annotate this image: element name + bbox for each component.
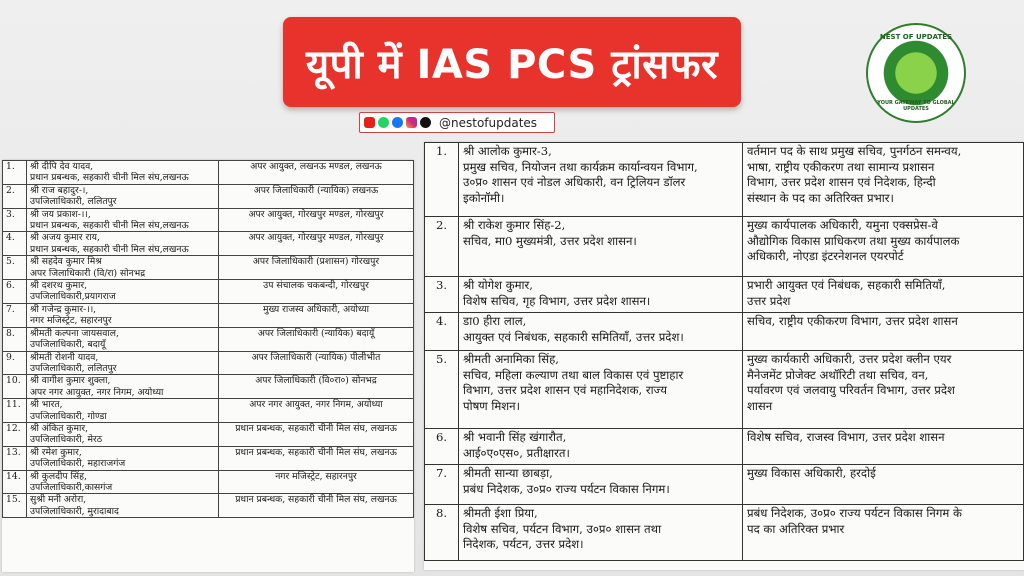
- cell-line: 1.: [6, 161, 15, 172]
- right-transfer-sheet: [424, 142, 1024, 570]
- cell-line: विभाग, उत्तर प्रदेश शासन एवं महानिदेशक, राज्य: [463, 383, 667, 398]
- officer-name-current-post: [459, 465, 743, 505]
- cell-line: 14.: [6, 470, 21, 482]
- cell-line: विशेष सचिव, गृह विभाग, उत्तर प्रदेश शासन।: [463, 293, 651, 308]
- cell-line: उत्तर प्रदेश: [747, 293, 791, 308]
- officer-name-current-post: [459, 351, 743, 429]
- new-post: [743, 505, 1024, 561]
- cell-line: उपजिलाधिकारी, गोण्डा: [30, 410, 107, 422]
- logo-text-top: NEST OF UPDATES: [879, 33, 953, 41]
- serial-number: [3, 303, 27, 327]
- table-row: [425, 465, 1024, 505]
- cell-line: डा0 हीरा लाल,: [463, 314, 527, 328]
- left-transfer-sheet: [2, 160, 414, 572]
- new-post: [743, 277, 1024, 313]
- cell-line: नगर मजिस्ट्रेट, सहारनपुर: [30, 315, 112, 327]
- new-post: [743, 465, 1024, 505]
- cell-line: उ०प्र० शासन एवं नोडल अधिकारी, वन ट्रिलियन डॉलर: [463, 175, 686, 190]
- new-post: [743, 429, 1024, 465]
- cell-line: उपजिलाधिकारी, महाराजगंज: [30, 458, 126, 470]
- table-row: [425, 313, 1024, 351]
- table-row: [3, 208, 414, 232]
- cell-line: 5.: [435, 352, 448, 366]
- serial-number: [3, 161, 27, 185]
- cell-line: सचिव, महिला कल्याण तथा बाल विकास एवं पुष्टाहार: [463, 367, 684, 382]
- cell-line: नगर मजिस्ट्रेट, सहारनपुर: [275, 470, 357, 482]
- cell-line: प्रबंध निदेशक, उ०प्र० राज्य पर्यटन विकास निगम के: [747, 506, 962, 520]
- serial-number: [425, 429, 459, 465]
- new-post: [219, 351, 414, 375]
- cell-line: उपजिलाधिकारी, ललितपुर: [30, 196, 117, 208]
- table-row: [3, 494, 414, 518]
- cell-line: उपजिलाधिकारी,कासगंज: [30, 481, 113, 493]
- serial-number: [3, 256, 27, 280]
- serial-number: [3, 208, 27, 232]
- cell-line: आई०ए०एस०, प्रतीक्षारत।: [463, 445, 570, 460]
- officer-name-current-post: [459, 313, 743, 351]
- cell-line: प्रधान प्रबन्धक, सहकारी चीनी मिल संघ,लखनऊ: [30, 172, 189, 184]
- cell-line: 1.: [435, 144, 448, 158]
- cell-line: श्रीमती कल्पना जायसवाल,: [30, 327, 119, 339]
- cell-line: संस्थान के पद का अतिरिक्त प्रभार।: [747, 190, 894, 205]
- serial-number: [425, 351, 459, 429]
- cell-line: प्रधान प्रबन्धक, सहकारी चीनी मिल संघ, लखनऊ: [235, 446, 397, 458]
- cell-line: आयुक्त एवं निबंधक, सहकारी समितियाँ, उत्तर प्रदेश।: [463, 329, 684, 344]
- serial-number: [3, 375, 27, 399]
- serial-number: [3, 351, 27, 375]
- officer-name-current-post: [459, 277, 743, 313]
- cell-line: अपर जिलाधिकारी (वि/रा) सोनभद्र: [30, 267, 146, 279]
- table-row: [425, 505, 1024, 561]
- headline-banner: [283, 17, 741, 107]
- serial-number: [3, 470, 27, 494]
- cell-line: निदेशक, पर्यटन, उत्तर प्रदेश।: [463, 537, 584, 552]
- table-row: [425, 277, 1024, 313]
- serial-number: [3, 184, 27, 208]
- whatsapp-icon: [378, 117, 389, 128]
- officer-name-current-post: [27, 494, 219, 518]
- officer-name-current-post: [27, 351, 219, 375]
- cell-line: 11.: [6, 399, 21, 411]
- cell-line: 2.: [435, 218, 448, 232]
- officer-name-current-post: [27, 375, 219, 399]
- cell-line: श्री योगेश कुमार,: [463, 278, 533, 292]
- table-row: [3, 375, 414, 399]
- new-post: [219, 446, 414, 470]
- right-transfer-table: [424, 142, 1024, 561]
- table-row: [425, 143, 1024, 217]
- table-row: [3, 399, 414, 423]
- cell-line: श्री कुलदीप सिंह,: [30, 470, 87, 482]
- cell-line: अपर आयुक्त, गोरखपुर मण्डल, गोरखपुर: [248, 208, 384, 220]
- cell-line: मुख्य राजस्व अधिकारी, अयोध्या: [262, 303, 370, 315]
- cell-line: विभाग, उत्तर प्रदेश शासन एवं निदेशक, हिन्दी: [747, 175, 936, 190]
- cell-line: 3.: [6, 208, 15, 220]
- new-post: [743, 217, 1024, 277]
- cell-line: मुख्य कार्यकारी अधिकारी, उत्तर प्रदेश क्लीन एयर: [747, 352, 952, 366]
- new-post: [219, 327, 414, 351]
- cell-line: श्री अंकित कुमार,: [30, 422, 89, 434]
- cell-line: श्री गजेन्द्र कुमार-।।,: [30, 303, 97, 315]
- cell-line: अपर जिलाधिकारी (न्यायिक) लखनऊ: [253, 184, 379, 196]
- officer-name-current-post: [459, 217, 743, 277]
- new-post: [219, 256, 414, 280]
- table-row: [3, 280, 414, 304]
- cell-line: 2.: [6, 184, 15, 196]
- cell-line: 13.: [6, 446, 21, 458]
- new-post: [219, 161, 414, 185]
- cell-line: श्रीमती सान्या छाबड़ा,: [463, 466, 553, 480]
- cell-line: मैनेजमेंट प्रोजेक्ट अथॉरिटी तथा सचिव, वन,: [747, 367, 929, 382]
- officer-name-current-post: [27, 399, 219, 423]
- cell-line: उपजिलाधिकारी, मेरठ: [30, 434, 103, 446]
- officer-name-current-post: [27, 446, 219, 470]
- serial-number: [425, 313, 459, 351]
- cell-line: 3.: [435, 278, 448, 292]
- cell-line: शासन: [747, 398, 773, 413]
- cell-line: श्री जय प्रकाश-।।,: [30, 208, 91, 220]
- cell-line: अपर जिलाधिकारी (न्यायिक) पीलीभीत: [251, 351, 381, 363]
- table-row: [3, 327, 414, 351]
- table-row: [3, 161, 414, 185]
- cell-line: 4.: [6, 232, 15, 244]
- cell-line: 6.: [435, 430, 448, 444]
- cell-line: पद का अतिरिक्त प्रभार: [747, 521, 845, 536]
- officer-name-current-post: [459, 143, 743, 217]
- table-row: [3, 184, 414, 208]
- officer-name-current-post: [27, 208, 219, 232]
- cell-line: मुख्य कार्यपालक अधिकारी, यमुना एक्सप्रेस-वे: [747, 218, 938, 232]
- officer-name-current-post: [27, 470, 219, 494]
- cell-line: उपजिलाधिकारी,प्रयागराज: [30, 291, 116, 303]
- cell-line: उपजिलाधिकारी, मुरादाबाद: [30, 505, 119, 517]
- serial-number: [3, 327, 27, 351]
- officer-name-current-post: [27, 327, 219, 351]
- cell-line: 6.: [6, 280, 15, 292]
- cell-line: पर्यावरण एवं जलवायु परिवर्तन विभाग, उत्तर प्रदेश: [747, 383, 955, 398]
- cell-line: प्रधान प्रबन्धक, सहकारी चीनी मिल संघ,लखनऊ: [30, 220, 189, 232]
- officer-name-current-post: [27, 184, 219, 208]
- serial-number: [425, 465, 459, 505]
- cell-line: 9.: [6, 351, 15, 363]
- cell-line: प्रधान प्रबन्धक, सहकारी चीनी मिल संघ,लखनऊ: [30, 243, 189, 255]
- new-post: [219, 399, 414, 423]
- cell-line: 4.: [435, 314, 448, 328]
- serial-number: [3, 232, 27, 256]
- cell-line: श्रीमती अनामिका सिंह,: [463, 352, 559, 366]
- serial-number: [3, 399, 27, 423]
- social-handle: @nestofupdates: [439, 115, 538, 130]
- cell-line: श्री दशरथ कुमार,: [30, 280, 88, 292]
- cell-line: 7.: [6, 303, 15, 315]
- cell-line: श्री आलोक कुमार-3,: [463, 144, 552, 158]
- table-row: [3, 256, 414, 280]
- cell-line: अपर आयुक्त, गोरखपुर मण्डल, गोरखपुर: [248, 232, 384, 244]
- cell-line: अपर जिलाधिकारी (वि०रा०) सोनभद्र: [255, 375, 377, 387]
- cell-line: उपजिलाधिकारी, बदायूँ: [30, 339, 106, 351]
- serial-number: [425, 217, 459, 277]
- new-post: [219, 208, 414, 232]
- cell-line: 15.: [6, 494, 21, 506]
- table-row: [3, 470, 414, 494]
- officer-name-current-post: [27, 303, 219, 327]
- cell-line: श्री भारत,: [30, 399, 63, 411]
- logo-text-bottom: YOUR GATEWAY TO GLOBAL UPDATES: [877, 100, 955, 112]
- officer-name-current-post: [27, 280, 219, 304]
- cell-line: भाषा, राष्ट्रीय एकीकरण तथा सामान्य प्रशासन: [747, 159, 935, 174]
- cell-line: 8.: [435, 506, 448, 520]
- cell-line: 10.: [6, 375, 21, 387]
- cell-line: अपर जिलाधिकारी (प्रशासन) गोरखपुर: [252, 256, 380, 268]
- cell-line: विशेष सचिव, पर्यटन विभाग, उ०प्र० शासन तथा: [463, 521, 662, 536]
- table-row: [425, 217, 1024, 277]
- new-post: [743, 313, 1024, 351]
- new-post: [219, 303, 414, 327]
- cell-line: श्री भवानी सिंह खंगारौत,: [463, 430, 567, 444]
- cell-line: वर्तमान पद के साथ प्रमुख सचिव, पुनर्गठन समन्वय,: [747, 144, 962, 158]
- cell-line: प्रभारी आयुक्त एवं निबंधक, सहकारी समितियाँ,: [747, 278, 946, 292]
- cell-line: सचिव, राष्ट्रीय एकीकरण विभाग, उत्तर प्रदेश शासन: [747, 314, 958, 328]
- cell-line: अपर नगर आयुक्त, नगर निगम, अयोध्या: [30, 386, 164, 398]
- serial-number: [3, 494, 27, 518]
- officer-name-current-post: [27, 161, 219, 185]
- nest-of-updates-logo: [866, 23, 966, 123]
- officer-name-current-post: [459, 429, 743, 465]
- table-row: [3, 303, 414, 327]
- serial-number: [3, 422, 27, 446]
- new-post: [743, 351, 1024, 429]
- cell-line: श्रीमती रोशनी यादव,: [30, 351, 99, 363]
- officer-name-current-post: [459, 505, 743, 561]
- officer-name-current-post: [27, 422, 219, 446]
- new-post: [219, 232, 414, 256]
- cell-line: उप संचालक चकबन्दी, गोरखपुर: [263, 280, 369, 292]
- cell-line: श्री राज बहादुर-।,: [30, 184, 89, 196]
- table-row: [3, 232, 414, 256]
- cell-line: श्री राकेश कुमार सिंह-2,: [463, 218, 566, 232]
- new-post: [743, 143, 1024, 217]
- table-row: [425, 429, 1024, 465]
- cell-line: 8.: [6, 327, 15, 339]
- x-icon: [420, 117, 431, 128]
- cell-line: श्री वागीश कुमार शुक्ला,: [30, 375, 111, 387]
- cell-line: प्रमुख सचिव, नियोजन तथा कार्यक्रम कार्यान्वयन विभाग,: [463, 159, 698, 174]
- cell-line: श्रीमती ईशा प्रिया,: [463, 506, 538, 520]
- cell-line: प्रबंध निदेशक, उ०प्र० राज्य पर्यटन विकास निगम।: [463, 481, 670, 496]
- new-post: [219, 494, 414, 518]
- serial-number: [425, 143, 459, 217]
- cell-line: उपजिलाधिकारी, ललितपुर: [30, 362, 117, 374]
- officer-name-current-post: [27, 232, 219, 256]
- cell-line: सचिव, मा0 मुख्यमंत्री, उत्तर प्रदेश शासन।: [463, 233, 637, 248]
- cell-line: औद्योगिक विकास प्राधिकरण तथा मुख्य कार्यपालक: [747, 233, 960, 248]
- cell-line: अपर जिलाधिकारी (न्यायिक) बदायूँ: [257, 327, 375, 339]
- serial-number: [3, 446, 27, 470]
- instagram-icon: [406, 117, 417, 128]
- serial-number: [3, 280, 27, 304]
- serial-number: [425, 505, 459, 561]
- cell-line: श्री दीपि देव यादव,: [30, 161, 94, 172]
- cell-line: अपर आयुक्त, लखनऊ मण्डल, लखनऊ: [250, 161, 382, 172]
- cell-line: विशेष सचिव, राजस्व विभाग, उत्तर प्रदेश शासन: [747, 430, 945, 444]
- new-post: [219, 422, 414, 446]
- new-post: [219, 184, 414, 208]
- cell-line: मुख्य विकास अधिकारी, हरदोई: [747, 466, 876, 480]
- cell-line: 12.: [6, 422, 21, 434]
- cell-line: 5.: [6, 256, 15, 268]
- table-row: [425, 351, 1024, 429]
- social-bar: [359, 112, 555, 133]
- new-post: [219, 470, 414, 494]
- cell-line: 7.: [435, 466, 448, 480]
- cell-line: सुश्री मनी अरोरा,: [30, 494, 87, 506]
- new-post: [219, 280, 414, 304]
- cell-line: अधिकारी, नोएडा इंटरनेशनल एयरपोर्ट: [747, 249, 904, 264]
- cell-line: अपर नगर आयुक्त, नगर निगम, अयोध्या: [249, 399, 383, 411]
- officer-name-current-post: [27, 256, 219, 280]
- cell-line: पोषण मिशन।: [463, 398, 521, 413]
- cell-line: श्री सहदेव कुमार मिश्र: [30, 256, 102, 268]
- new-post: [219, 375, 414, 399]
- headline-title: यूपी में IAS PCS ट्रांसफर: [305, 41, 719, 88]
- youtube-icon: [364, 117, 375, 128]
- cell-line: प्रधान प्रबन्धक, सहकारी चीनी मिल संघ, लखनऊ: [235, 494, 397, 506]
- cell-line: इकोनॉमी।: [463, 190, 505, 205]
- facebook-icon: [392, 117, 403, 128]
- cell-line: प्रधान प्रबन्धक, सहकारी चीनी मिल संघ, लखनऊ: [235, 422, 397, 434]
- left-transfer-table: [2, 160, 414, 518]
- table-row: [3, 351, 414, 375]
- table-row: [3, 422, 414, 446]
- table-row: [3, 446, 414, 470]
- serial-number: [425, 277, 459, 313]
- cell-line: श्री अजय कुमार राय,: [30, 232, 100, 244]
- cell-line: श्री रमेश कुमार,: [30, 446, 82, 458]
